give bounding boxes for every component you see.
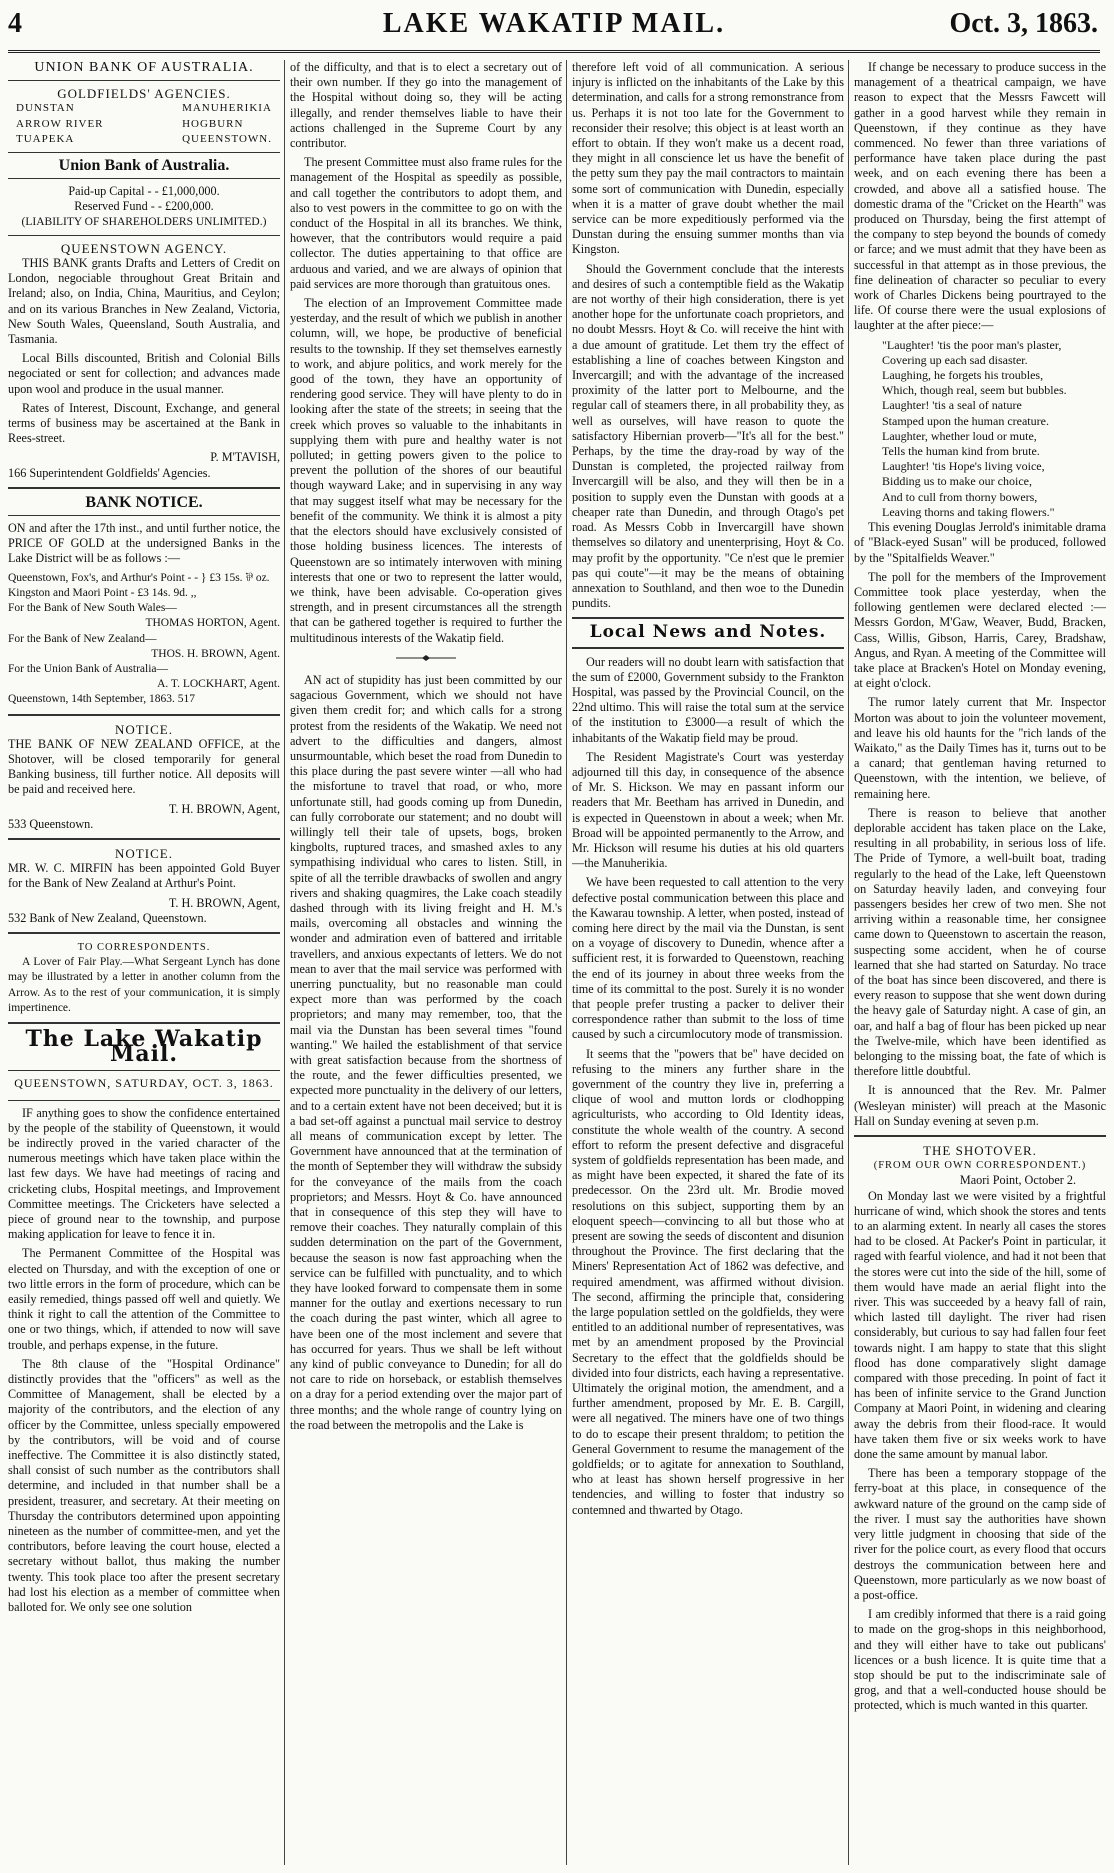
agent-signature: THOS. H. BROWN, Agent. [151,647,280,660]
poem-line: Tells the human kind from brute. [882,444,1040,459]
notice-paragraph: MR. W. C. MIRFIN has been appointed Gold Buyer for the Bank of New Zealand at Arthur's Point. [8,861,280,891]
ad-paragraph: Local Bills discounted, British and Colonial Bills negociated or sent for collection; and advances made upon wool and produce in the usual manner. [8,351,280,396]
union-bank-ad [8,60,280,481]
notice-title: BANK NOTICE. [85,493,203,511]
bank-line: For the Union Bank of Australia— [8,662,169,675]
ad-title: Union Bank of Australia. [58,157,230,175]
news-paragraph: We have been requested to call attention to the very defective postal communication between this place and the Kawarau township. A letter, when posted, instead of coming here direct by the mail via the Dunstan, is sent on a voyage of discovery to Dunedin, whence after a sufficient rest, it is forwarded to Queenstown, reaching the end of its journey in about three weeks from the time of its committal to the post. Surely it is no wonder that people prefer trusting a packer to deliver their correspondence rather than submit to the loss of time caused by such a circumlocutory mode of transmission. [572,875,844,1042]
divider [8,487,280,489]
notice-title: NOTICE. [115,721,173,737]
news-paragraph: This evening Douglas Jerrold's inimitable drama of "Black-eyed Susan" will be produced, followed by the "Spitalfields Weaver." [854,520,1106,565]
notice-paragraph: ON and after the 17th inst., and until further notice, the PRICE OF GOLD at the undersigned Banks in the Lake District will be as follows :— [8,521,280,566]
liability-line: (LIABILITY OF SHAREHOLDERS UNLIMITED.) [21,215,267,228]
news-paragraph: On Monday last we were visited by a frightful hurricane of wind, which shook the stores and tents to an alarming extent. In nearly all cases the stores had to be closed. At Packer's Point in particular, it raged with fearful violence, and had it not been that the stores were cut into the side of the hill, some of them would have made an aerial flight into the river. This was succeeded by a heavy fall of rain, which lasted till daylight. The river had risen considerably, but curious to say had fallen four feet towards night. I am happy to state that this slight flood has done comparatively slight damage compared with those preceding. In point of fact it has been of infinite service to the Grand Junction Company at Maori Point, in widening and clearing away the debris from their flood-race. It would have taken them five or six weeks work to have done the same amount by manual labor. [854,1188,1106,1462]
news-paragraph: The poll for the members of the Improvement Committee took place yesterday, when the following gentlemen were declared elected :—Messrs Gordon, M'Gaw, Weaver, Budd, Bracken, Cass, Willis, Gibson, Harris, Carey, Bradshaw, Angus, and Ryan. A meeting of the Committee will take place at Bracken's Hotel on Monday evening, at eight o'clock. [854,569,1106,691]
correspondents-note: A Lover of Fair Play.—What Sergeant Lynch has done may be illustrated by a letter in another column from the Arrow. As to the rest of your communication, it is simply impertinence. [8,956,280,1014]
correspondents [8,940,280,1016]
divider [8,1070,280,1071]
masthead-rule [8,50,1100,53]
ad-heading: UNION BANK OF AUSTRALIA. [34,60,254,75]
poem-line: Leaving thorns and taking flowers." [882,504,1055,519]
column-4 [854,60,1106,1865]
capital-line: Paid-up Capital - - £1,000,000. [68,184,220,199]
agency-title: QUEENSTOWN AGENCY. [60,240,228,256]
section-title: Local News and Notes. [589,622,827,643]
divider [8,932,280,934]
news-paragraph: There has been a temporary stoppage of the ferry-boat at this place, in consequence of the awkward nature of the ground on the camp side of the river. I must say the authorities have shown very little judgment in choosing that side of the river for the police court, as every flood that occurs destroys the communication between here and Queenstown, more particularly as we now boast of a post-office. [854,1466,1106,1602]
poem-line: Bidding us to make our choice, [882,474,1032,489]
editorial-paragraph: AN act of stupidity has just been committed by our sagacious Government, which we should not have given them credit for; and which calls for a strong protest from the residents of the Wakatip. We need not advert to the difficulties and dangers, almost unsurmountable, which beset the road from Dunedin to this place during the past severe winter —all who had the misfortune to travel that road, or who, more unfortunate still, had goods coming up from Dunedin, can fully corroborate our statement; and no doubt will willingly tell their tale of upsets, bogs, broken kingbolts, ruptured traces, and smashed axles to any sympathising individual who cares to listen. Still, in spite of all the terrible drawbacks of swollen and angry rivers and shaking quagmires, the Lake coach steadily dashed through with its living freight and H. M.'s mails, overcoming all obstacles and winning the wonder and admiration even of battered and irritable travellers, and anxious expectants of letters. We do not mean to aver that the mail service was performed with unerring punctuality, but no reasonable man could expect more than was performed by the coach proprietors; and many may remember, too, that the mail via the Dunstan has been several times "found wanting." We hailed the establishment of that service with great satisfaction because from the shortness of the route, and the fewer difficulties presented, we expected more punctuality in the delivery of our letters, and to a certain extent have not been deceived; but it is a bad set-off against a punctual mail service to destroy all means of communication except by letter. The Government have announced that at the termination of the month of September they will withdraw the subsidy for the conveyance of the mails from the coach proprietors; and Messrs. Hoyt & Co. have announced that in consequence of this step they will have to remove their coaches. They naturally complain of this sudden determination on the part of the Government, because the season is now fast approaching when the service can be fulfilled with punctuality, and to which they have looked forward to compensate them in some manner for the outlay and exertions necessary to run the coach during the past winter, which all agree to have been one of the most inclement and severe that has occurred for years. Thus we shall be left without any kind of public conveyance to Dunedin; for all do not care to ride on horseback, or establish themselves on a dray for a period extending over the major part of three months; and the whole range of country lying on the road between the metropolis and the Lake is [290,672,562,1432]
page-number: 4 [8,8,22,39]
divider [8,152,280,153]
price-line: Queenstown, Fox's, and Arthur's Point - - } £3 15s. ⅌ oz. [8,571,270,584]
reserved-line: Reserved Fund - - £200,000. [74,199,214,214]
divider [8,178,280,179]
divider [8,235,280,236]
agency-name: HOGBURN [182,117,244,130]
section-title: THE SHOTOVER. [923,1143,1037,1159]
notice-mirfin [8,846,280,926]
column-rule [848,60,849,1865]
column-2 [290,60,562,1865]
poem-line: Laughter! 'tis Hope's living voice, [882,459,1045,474]
poem-line: Covering up each sad disaster. [882,352,1028,367]
section-ornament [290,652,562,667]
poem-line: Laughing, he forgets his troubles, [882,368,1044,383]
column-rule [566,60,567,1865]
divider [8,1022,280,1024]
newspaper-title: LAKE WAKATIP MAIL. [382,8,726,39]
notice-dateline: Queenstown, 14th September, 1863. 517 [8,693,196,706]
news-paragraph: It is announced that the Rev. Mr. Palmer (Wesleyan minister) will preach at the Masonic Hall on Sunday evening at seven p.m. [854,1083,1106,1128]
news-paragraph: If change be necessary to produce success in the management of a theatrical campaign, we have reason to expect that the Messrs Fawcett will gather in a good harvest while they remain in Queenstown, if they continue as they have commenced. No fewer than three variations of performance have taken place during the past week, and on each evening there has been a crowded, and above all a satisfied house. The domestic drama of the "Cricket on the Hearth" was produced on Thursday, being the first attempt of the company to step beyond the bounds of comedy or farce; and we must admit that they have been as successful in that attempt as in those previous, the fine delineation of character so peculiar to every work of Charles Dickens being pourtrayed to the life. Of course there were the usual explosions of laughter at the after piece:— [854,60,1106,333]
ad-subheading: GOLDFIELDS' AGENCIES. [57,86,231,102]
agency-name: DUNSTAN [16,102,75,115]
agency-name: MANUHERIKIA [182,102,272,115]
editorial-paragraph: therefore left void of all communication. A serious injury is inflicted on the inhabitants of the Lake by this determination, and calls for a strong remonstrance from us. Perhaps it is not too late for the Government to reconsider their resolve; this object is at least worth an effort to obtain. If they won't make us a decent road, they might in all conscience let us have the benefit of the petty sum they pay the mail contractors to maintain some sort of communication with Dunedin, especially when it is a matter of grave doubt whether the mail service can be more expeditiously performed via the Dunstan during the ensuing summer months than via Kingston. [572,60,844,257]
notice-footer: 533 Queenstown. [8,816,94,831]
news-paragraph: The rumor lately current that Mr. Inspector Morton was about to join the volunteer movement, and leave his old haunts for the "rich lands of the Waikato," as the Daily Times has it, turns out to be a canard; that gentleman having returned to Queenstown, with the intention, we believe, of remaining here. [854,695,1106,801]
notice-paragraph: THE BANK OF NEW ZEALAND OFFICE, at the Shotover, will be closed temporarily for general Banking business, till further notice. All deposits will be paid and received here. [8,736,280,797]
divider [8,515,280,516]
divider [854,1135,1106,1137]
agent-signature: T. H. BROWN, Agent, [168,895,280,910]
column-rule [284,60,285,1865]
column-1 [8,60,280,1865]
agent-signature: A. T. LOCKHART, Agent. [157,678,280,691]
agent-signature: T. H. BROWN, Agent, [168,801,280,816]
agency-name: TUAPEKA [16,132,75,145]
bank-line: For the Bank of New South Wales— [8,602,177,615]
news-paragraph: I am credibly informed that there is a raid going to made on the grog-shops in this neighborhood, and they will either have to take out publicans' licences or a bush licence. It is quite time that a stop should be put to the indiscriminate sale of grog, and that a well-conducted house should be protected, which is much wanted in this quarter. [854,1607,1106,1713]
poem-line: Stamped upon the human creature. [882,413,1049,428]
editorial-paragraph: The 8th clause of the "Hospital Ordinance" distinctly provides that the "officers" as well as the Committee of Management, shall be elected by a majority of the contributors, and the election of any officer by the Committee, unless specially empowered by the contributors, will be void and of course ineffective. The Committee it is also distinctly stated, shall consist of such number as the contributors shall determine, and included in that number shall be a president, treasurer, and secretary. At their meeting on Thursday the contributors determined upon appointing nineteen as the number of committee-men, and yet the contributors, before leaving the court house, elected a secretary without ballot, thus making the number twenty. This took place too after the present secretary had lost his election as a member of committee when balloted for. We only see one solution [8,1356,280,1615]
ad-paragraph: THIS BANK grants Drafts and Letters of Credit on London, negociable throughout Great Britain and Ireland; also, on India, China, Mauritius, and Ceylon; and on its various Branches in New Zealand, Victoria, New South Wales, Queensland, South Australia, and Tasmania. [8,256,280,347]
bank-line: For the Bank of New Zealand— [8,632,157,645]
editorial-paragraph: The Permanent Committee of the Hospital was elected on Thursday, and with the exception of one or two little errors in the form of procedure, which can be easily remedied, things passed off well and quietly. We think it right to call the attention of the Committee to one or two things, which, if attended to now will save trouble, and perhaps expense, in the future. [8,1246,280,1352]
correspondents-title: TO CORRESPONDENTS. [77,941,211,953]
bank-notice [8,495,280,708]
poem-line: And to cull from thorny bowers, [882,489,1038,504]
divider [572,647,844,649]
ad-signature: P. M'TAVISH, [210,450,280,465]
news-paragraph: It seems that the "powers that be" have decided on refusing to the miners any further share in the government of the country they live in, preferring a clique of wool and mutton lords or clodhopping agriculturists, who according to Old Identity ideas, constitute the whole wealth of the country. A second effort to reform the present defective and disgraceful system of goldfields representation has been made, and as might have been expected, it shared the fate of its predecessor. On the 23rd ult. Mr. Brodie moved resolutions on this subject, supporting them by an eloquent speech—convincing to all but those who at present are sowing the seeds of discontent and disunion throughout the Province. The first declaring that the Miners' Representation Act of 1862 was defective, and required amendment, was affirmed without division. The second, affirming the principle that, considering the large population settled on the goldfields, they were entitled to an additional number of representatives, was met by an amendment proposed by the Provincial Secretary to the effect that the goldfields should be divided into four districts, each having a representative. Ultimately the original motion, the amendment, and a further amendment, proposed by Mr. E. B. Cargill, were all negatived. The miners have one of two things to do to escape their present thraldom; to petition the General Government to resume the management of the goldfields; or to agitate for annexation to Southland, who at least has shown herself progressive in her tendencies, and willing to foster that industry so contemned and thwarted by Otago. [572,1046,844,1517]
section-dateline: Maori Point, October 2. [959,1173,1076,1188]
agency-list [8,101,280,147]
column-3 [572,60,844,1865]
price-line: Kingston and Maori Point - £3 14s. 9d. ,, [8,586,197,599]
notice-title: NOTICE. [115,845,173,861]
agent-signature: THOMAS HORTON, Agent. [145,617,280,630]
ad-paragraph: Rates of Interest, Discount, Exchange, and general terms of business may be ascertained at the Bank in Rees-street. [8,400,280,446]
news-paragraph: There is reason to believe that another deplorable accident has taken place on the Lake, resulting in all probability, in serious loss of life. The Pride of Tymore, a well-built boat, trading regularly to the head of the Lake, left Queenstown on Saturday heavily laden, and conveying four passengers besides her crew of two men. She not arriving within a reasonable time, her consignee came down to Queenstown to ascertain the reason, suspecting some accident, when he of course learned that she had started on Saturday. No trace of the boat has since been discovered, and there is every reason to suppose that she went down during the heavy gale of Saturday night. A case of gin, an oar, and half a bag of flour has been picked up near the Twelve-mile, which have been identified as belonging to the missing boat, the fate of which is therefore little doubtful. [854,805,1106,1079]
issue-date: Oct. 3, 1863. [949,8,1098,39]
agency-name: ARROW RIVER [16,117,104,130]
paper-title: The Lake Wakatip Mail. [25,1025,263,1068]
poem-line: Laughter! 'tis a seal of nature [882,398,1022,413]
notice-footer: 532 Bank of New Zealand, Queenstown. [8,910,207,925]
editorial-paragraph: of the difficulty, and that is to elect a secretary out of their own number. If they go into the management of the Hospital without doing so, they will be acting illegally, and render themselves liable to have their actions challenged in the Supreme Court by any contributor. [290,60,562,151]
masthead [8,8,1100,50]
divider [8,1100,280,1101]
poem-line: Laughter, whether loud or mute, [882,428,1037,443]
divider [8,714,280,716]
ad-signature-line: 166 Superintendent Goldfields' Agencies. [8,465,211,480]
editorial-paragraph: The election of an Improvement Committee made yesterday, and the result of which we publish in another column, will, we hope, be productive of beneficial results to the township. If they set themselves earnestly to work, and abjure politics, and work merely for the good of the town, they have an opportunity of rendering good service. They will have plenty to do in looking after the state of the streets; in seeing that the creek which proves so valuable to the inhabitants in supplying them with pure and healthy water is not polluted; in getting powers given to the police to prevent the pollution of the shores of our beautiful though wayward Lake; and in supervising in any way that may suggest itself what may be necessary for the benefit of the community. We think it is almost a pity that the electors should have exclusively consisted of those holding business licences. The interests of Queenstown are so intimately interwoven with mining interests that one or two to represent the latter would, we think, have been advisable. Co-operation gives strength, and in present circumstances all the strength that can be gathered together is required to further the multitudinous interests of the Wakatip field. [290,296,562,645]
divider [8,838,280,840]
divider [572,617,844,619]
notice-bnz-shotover [8,722,280,832]
editorial-paragraph: IF anything goes to show the confidence entertained by the people of the stability of Queenstown, it would be indirectly proved in the varied character of the numerous meetings which have taken place within the last few days. We have had meetings of racing and cricketing clubs, Hospital meetings, and Improvement Committee meetings. The Cricketers have selected a piece of ground near to the township, and purpose making application for leave to fence it in. [8,1105,280,1242]
news-paragraph: Our readers will no doubt learn with satisfaction that the sum of £2000, Government subsidy to the Frankton Hospital, was passed by the Provincial Council, on the 22nd ultimo. This will raise the total sum at the service of the institution to £3000—a result of which the inhabitants of the Wakatip field may be proud. [572,654,844,745]
news-paragraph: The Resident Magistrate's Court was yesterday adjourned till this day, in consequence of the absence of Mr. S. Hickson. We may en passant inform our readers that Mr. Beetham has arrived in Dunedin, and is expected in Queenstown in about a week; when Mr. Broad will be appointed permanently to the Arrow, and Mr. Hickson will resume his duties at his old quarters—the Manuherikia. [572,749,844,871]
poem [854,338,1106,520]
editorial-paragraph: The present Committee must also frame rules for the management of the Hospital as speedily as possible, and call together the contributors to adopt them, and also to vest powers in the committee to go on with the conduct of the Hospital in all its branches. We think, however, that the contributors would require a paid collector. The duties appertaining to that office are arduous and varied, and we are always of opinion that paid services are more thorough than gratuitous ones. [290,155,562,291]
editorial-dateline: QUEENSTOWN, SATURDAY, OCT. 3, 1863. [14,1076,274,1091]
poem-line: Which, though real, seem but bubbles. [882,383,1067,398]
poem-line: "Laughter! 'tis the poor man's plaster, [882,337,1062,352]
editorial-paragraph: Should the Government conclude that the interests and desires of such a contemptible field as the Wakatip are not worthy of their high consideration, there is yet another hope for the unfortunate coach proprietors, and no doubt Messrs. Hoyt & Co. will receive the hint with a due amount of gratitude. Let them try the effect of establishing a line of coaches between Kingston and Invercargill; and with the advantage of the increased proximity of the latter port to Melbourne, and the regular call of steamers there, in all probability they, as well as ourselves, will have reason to quote the satisfactory Hibernian proverb—"It's all for the best." Perhaps, by the time the dray-road by way of the Dunstan is completed, the projected railway from Invercargill will be also, and they will then be in a position to supply even the Dunstan with goods at a cheaper rate than Dunedin, and through Otago's pet road. As Messrs Cobb in Invercargill have shown themselves so dilatory and unenterprising, Hoyt & Co. may profit by the opportunity. "Ce n'est que le premier pas qui coute"—it may be the means of obtaining annexation to Southland, and then woe to the Dunedin pundits. [572,261,844,611]
section-subtitle: (FROM OUR OWN CORRESPONDENT.) [873,1160,1087,1172]
agency-name: QUEENSTOWN. [182,132,272,145]
divider [8,80,280,81]
ornament-rule [396,654,456,662]
